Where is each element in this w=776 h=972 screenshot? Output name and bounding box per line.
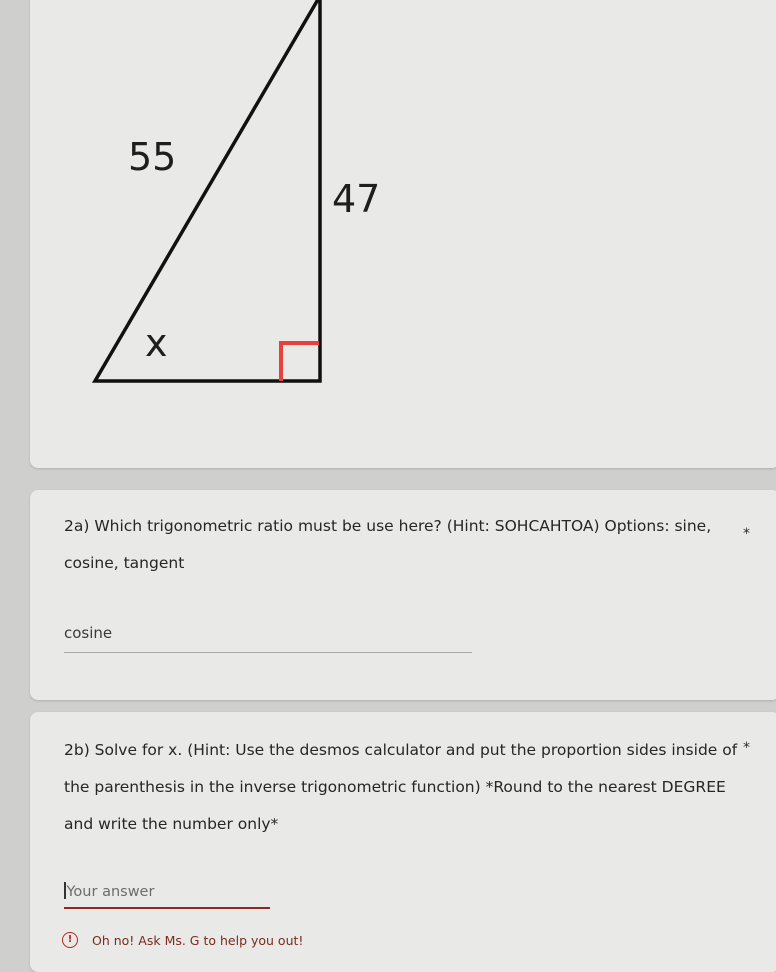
- hypotenuse-label: 55: [128, 135, 177, 179]
- answer-2b-underline: [64, 907, 270, 909]
- required-marker: *: [743, 740, 750, 756]
- right-triangle-figure: [0, 0, 776, 468]
- error-message-row: [62, 932, 303, 948]
- question-2b-text: 2b) Solve for x. (Hint: Use the desmos calculator and put the proportion sides inside of the parenthesis in the inverse trigonometric function) *Round to the nearest DEGREE and write the number only*: [64, 741, 738, 833]
- text-caret: [64, 882, 66, 899]
- vertical-side-label: 47: [332, 177, 381, 221]
- angle-x-label: x: [145, 321, 168, 365]
- triangle-outline: [95, 0, 320, 381]
- question-2a-card: [30, 490, 776, 700]
- answer-2a-value[interactable]: cosine: [64, 624, 113, 642]
- answer-2a-underline: [64, 652, 472, 653]
- exclamation-circle-icon: !: [62, 932, 78, 948]
- required-marker: *: [743, 526, 750, 542]
- question-2a-text: 2a) Which trigonometric ratio must be use here? (Hint: SOHCAHTOA) Options: sine, cosine, tangent: [64, 517, 712, 572]
- answer-2b-placeholder: Your answer: [66, 884, 155, 900]
- answer-2b-input[interactable]: [64, 882, 154, 900]
- question-image-card: [30, 0, 776, 468]
- right-angle-marker: [281, 343, 319, 381]
- question-2b-card: [30, 712, 776, 972]
- error-message: Oh no! Ask Ms. G to help you out!: [92, 932, 304, 948]
